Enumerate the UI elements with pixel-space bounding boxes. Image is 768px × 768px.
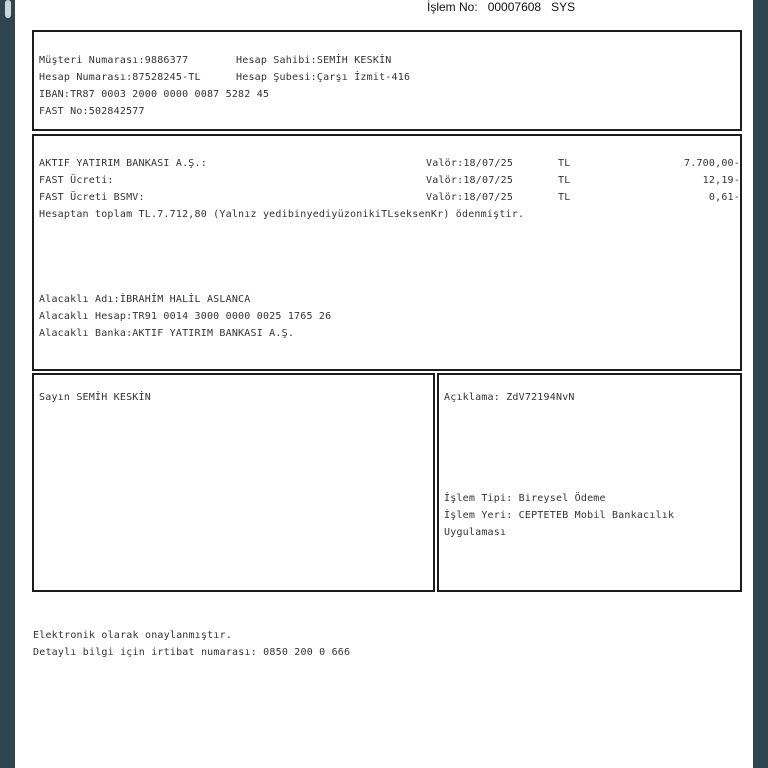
islem-no-label: İşlem No:: [427, 0, 478, 14]
islem-no-value: 00007608: [487, 0, 542, 14]
receipt-page: [15, 0, 753, 768]
transaction-valor: Valör:18/07/25: [426, 175, 514, 186]
transaction-desc: FAST Ücreti:: [39, 175, 114, 186]
islem-suffix: SYS: [551, 0, 576, 14]
window-edge: [753, 0, 768, 768]
transaction-place-cont: Uygulaması: [444, 527, 507, 538]
payee-account: Alacaklı Hesap:TR91 0014 3000 0000 0025 1765 26: [39, 311, 332, 322]
payee-bank: Alacaklı Banka:AKTIF YATIRIM BANKASI A.Ş.: [39, 328, 295, 339]
transaction-box: [32, 134, 742, 371]
transaction-header: [427, 0, 575, 14]
account-holder: Hesap Sahibi:SEMİH KESKİN: [236, 55, 392, 66]
salutation-box: [32, 373, 435, 592]
scrollbar-thumb[interactable]: [5, 0, 11, 18]
transaction-amount: 12,19-: [702, 175, 740, 186]
fast-no: FAST No:502842577: [39, 106, 145, 117]
salutation: Sayın SEMİH KESKİN: [39, 392, 151, 403]
transaction-amount: 7.700,00-: [684, 158, 740, 169]
transaction-amount: 0,61-: [708, 192, 740, 203]
account-branch: Hesap Şubesi:Çarşı İzmit-416: [236, 72, 411, 83]
footer-contact: Detaylı bilgi için irtibat numarası: 0850 200 0 666: [33, 647, 351, 658]
account-number: Hesap Numarası:87528245-TL: [39, 72, 201, 83]
details-box: [437, 373, 742, 592]
transaction-place: İşlem Yeri: CEPTETEB Mobil Bankacılık: [444, 510, 675, 521]
iban: IBAN:TR87 0003 2000 0000 0087 5282 45: [39, 89, 270, 100]
scrollbar[interactable]: [0, 0, 15, 768]
transaction-desc: FAST Ücreti BSMV:: [39, 192, 145, 203]
total-line: Hesaptan toplam TL.7.712,80 (Yalnız yedibinyediyüzonikiTLseksenKr) ödenmiştir.: [39, 209, 525, 220]
description: Açıklama: ZdV72194NvN: [444, 392, 575, 403]
transaction-currency: TL: [558, 175, 571, 186]
transaction-currency: TL: [558, 192, 571, 203]
transaction-valor: Valör:18/07/25: [426, 158, 514, 169]
customer-number: Müşteri Numarası:9886377: [39, 55, 189, 66]
payee-name: Alacaklı Adı:İBRAHİM HALİL ASLANCA: [39, 294, 251, 305]
customer-info-box: [32, 30, 742, 131]
footer-approval: Elektronik olarak onaylanmıştır.: [33, 630, 233, 641]
transaction-currency: TL: [558, 158, 571, 169]
transaction-desc: AKTIF YATIRIM BANKASI A.Ş.:: [39, 158, 207, 169]
transaction-valor: Valör:18/07/25: [426, 192, 514, 203]
transaction-type: İşlem Tipi: Bireysel Ödeme: [444, 493, 606, 504]
